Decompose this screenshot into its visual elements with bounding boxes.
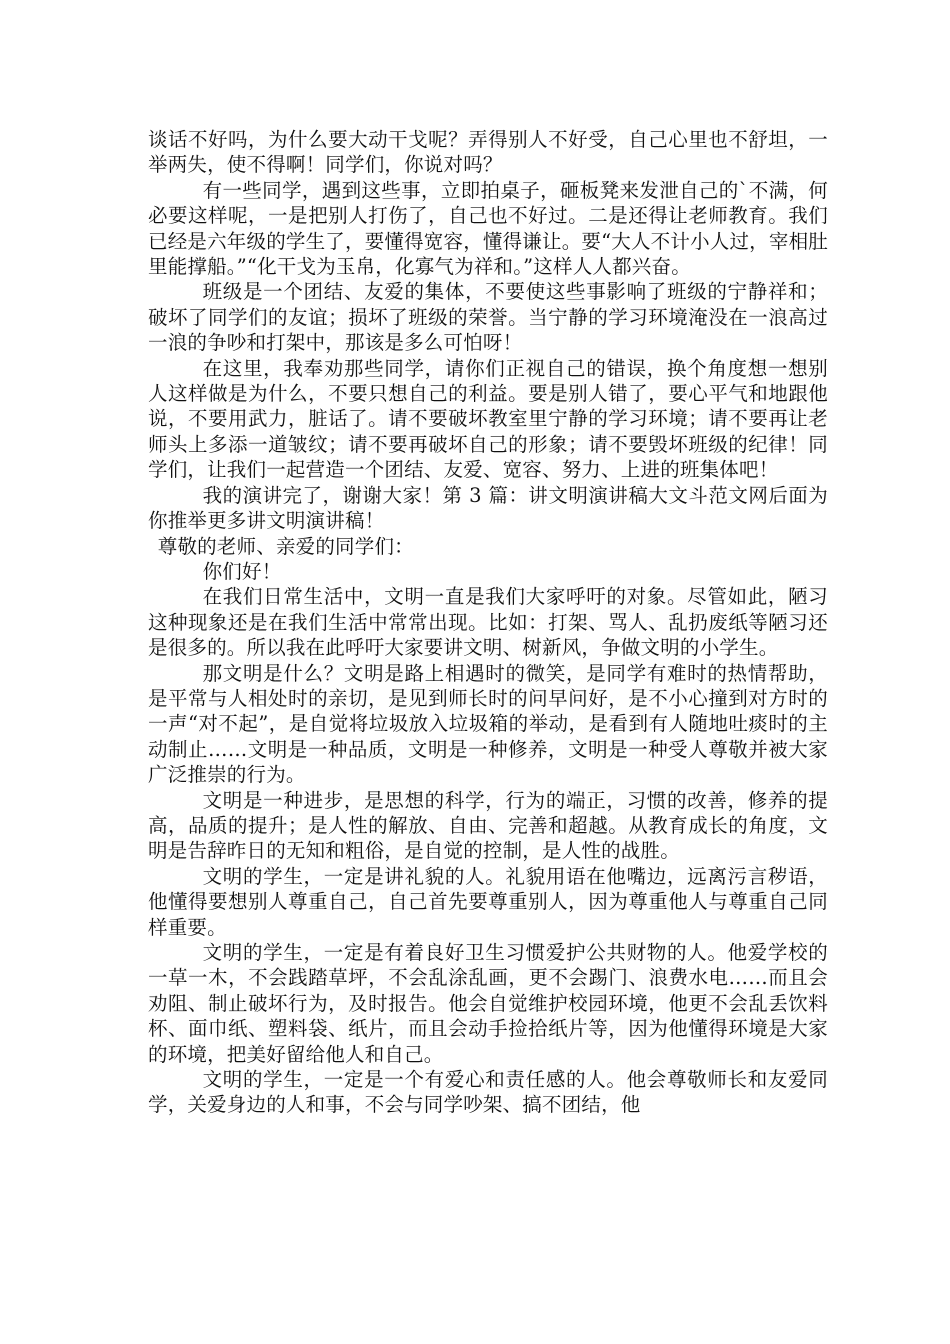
paragraph-13: 文明的学生，一定是一个有爱心和责任感的人。他会尊敬师长和友爱同学，关爱身边的人和事，不会与同学吵架、搞不团结，他 [148,1068,828,1117]
salutation: 尊敬的老师、亲爱的同学们： [157,534,414,558]
paragraph-10: 文明是一种进步，是思想的科学，行为的端正，习惯的改善，修养的提高，品质的提升；是人性的解放、自由、完善和超越。从教育成长的角度，文明是告辞昨日的无知和粗俗，是自觉的控制，是人性的战胜。 [148,788,828,863]
paragraph-4: 在这里，我奉劝那些同学，请你们正视自己的错误，换个角度想一想别人这样做是为什么，不要只想自己的利益。要是别人错了，要心平气和地跟他说，不要用武力，脏话了。请不要破坏教室里宁静的学习环境；请不要再让老师头上多添一道皱纹；请不要再破坏自己的形象；请不要毁坏班级的纪律！同学们，让我们一起营造一个团结、友爱、宽容、努力、上进的班集体吧！ [148,356,828,482]
greeting: 你们好！ [202,559,282,583]
paragraph-2: 有一些同学，遇到这些事，立即拍桌子，砸板凳来发泄自己的`不满，何必要这样呢，一是把别人打伤了，自己也不好过。二是还得让老师教育。我们已经是六年级的学生了，要懂得宽容，懂得谦让。要“大人不计小人过，宰相肚里能撑船。”“化干戈为玉帛，化寡气为祥和。”这样人人都兴奋。 [148,178,828,279]
paragraph-1: 谈话不好吗，为什么要大动干戈呢？弄得别人不好受，自己心里也不舒坦，一举两失，使不得啊！同学们，你说对吗？ [148,128,828,177]
paragraph-11: 文明的学生，一定是讲礼貌的人。礼貌用语在他嘴边，远离污言秽语，他懂得要想别人尊重自己，自己首先要尊重别人，因为尊重他人与尊重自己同样重要。 [148,864,828,939]
paragraph-8: 在我们日常生活中，文明一直是我们大家呼吁的对象。尽管如此，陋习这种现象还是在我们生活中常常出现。比如：打架、骂人、乱扔废纸等陋习还是很多的。所以我在此呼吁大家要讲文明、树新风，争做文明的小学生。 [148,585,828,660]
paragraph-9: 那文明是什么？文明是路上相遇时的微笑，是同学有难时的热情帮助，是平常与人相处时的亲切，是见到师长时的问早问好，是不小心撞到对方时的一声“对不起”，是自觉将垃圾放入垃圾箱的举动，是看到有人随地吐痰时的主动制止……文明是一种品质，文明是一种修养，文明是一种受人尊敬并被大家广泛推崇的行为。 [148,661,828,787]
document-body [148,127,828,1118]
paragraph-5: 我的演讲完了，谢谢大家！第 3 篇：讲文明演讲稿大文斗范文网后面为你推举更多讲文明演讲稿！ [148,483,828,533]
paragraph-3: 班级是一个团结、友爱的集体，不要使这些事影响了班级的宁静祥和；破坏了同学们的友谊；损坏了班级的荣誉。当宁静的学习环境淹没在一浪高过一浪的争吵和打架中，那该是多么可怕呀！ [148,280,828,355]
paragraph-12: 文明的学生，一定是有着良好卫生习惯爱护公共财物的人。他爱学校的一草一木，不会践踏草坪，不会乱涂乱画，更不会踢门、浪费水电……而且会劝阻、制止破坏行为，及时报告。他会自觉维护校园环境，他更不会乱丢饮料杯、面巾纸、塑料袋、纸片，而且会动手捡拾纸片等，因为他懂得环境是大家的环境，把美好留给他人和自己。 [148,941,828,1066]
